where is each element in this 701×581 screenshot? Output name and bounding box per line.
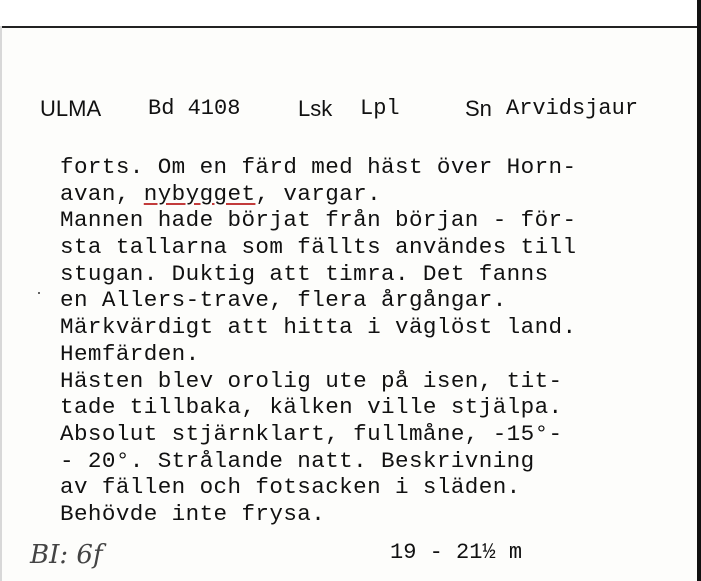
text-line: Absolut stjärnklart, fullmåne, -15°- — [60, 420, 563, 447]
card-top-edge — [0, 0, 701, 28]
text-line: tade tillbaka, kälken ville stjälpa. — [60, 394, 563, 421]
text-line: sta tallarna som fällts användes till — [60, 234, 577, 261]
text-line — [60, 181, 690, 208]
handwritten-note: BI: 6f — [30, 540, 103, 570]
province-value: Lpl — [360, 96, 400, 121]
text-line: - 20°. Strålande natt. Beskrivning — [60, 447, 535, 474]
card-body-text — [60, 154, 690, 528]
text-line: forts. Om en färd med häst över Horn- — [60, 154, 577, 180]
parish-value: Arvidsjaur — [506, 96, 639, 121]
ink-speck — [38, 292, 40, 294]
text-line: Mannen hade börjat från början - för- — [60, 207, 577, 234]
text-line: av fällen och fotsacken i släden. — [60, 474, 521, 501]
text-line: Hemfärden. — [60, 340, 200, 367]
underlined-word: nybygget — [143, 180, 256, 207]
text-line: Behövde inte frysa. — [60, 500, 326, 527]
text-line: Hästen blev orolig ute på isen, tit- — [60, 367, 563, 394]
text-fragment: avan, — [60, 180, 144, 207]
archive-name: ULMA — [40, 96, 102, 121]
card-left-edge — [0, 26, 2, 581]
page-range: 19 - 21½ m — [390, 540, 523, 565]
text-line: en Allers-trave, flera årgångar. — [60, 287, 507, 314]
card-right-edge — [697, 0, 701, 581]
text-line: Märkvärdigt att hitta i väglöst land. — [60, 314, 577, 341]
volume-reference: Bd 4108 — [148, 96, 241, 121]
card-header — [40, 96, 680, 132]
parish-label: Sn — [465, 96, 492, 121]
text-fragment: , vargar. — [255, 180, 382, 207]
province-label: Lsk — [298, 96, 333, 121]
text-line: stugan. Duktig att timra. Det fanns — [60, 260, 549, 287]
